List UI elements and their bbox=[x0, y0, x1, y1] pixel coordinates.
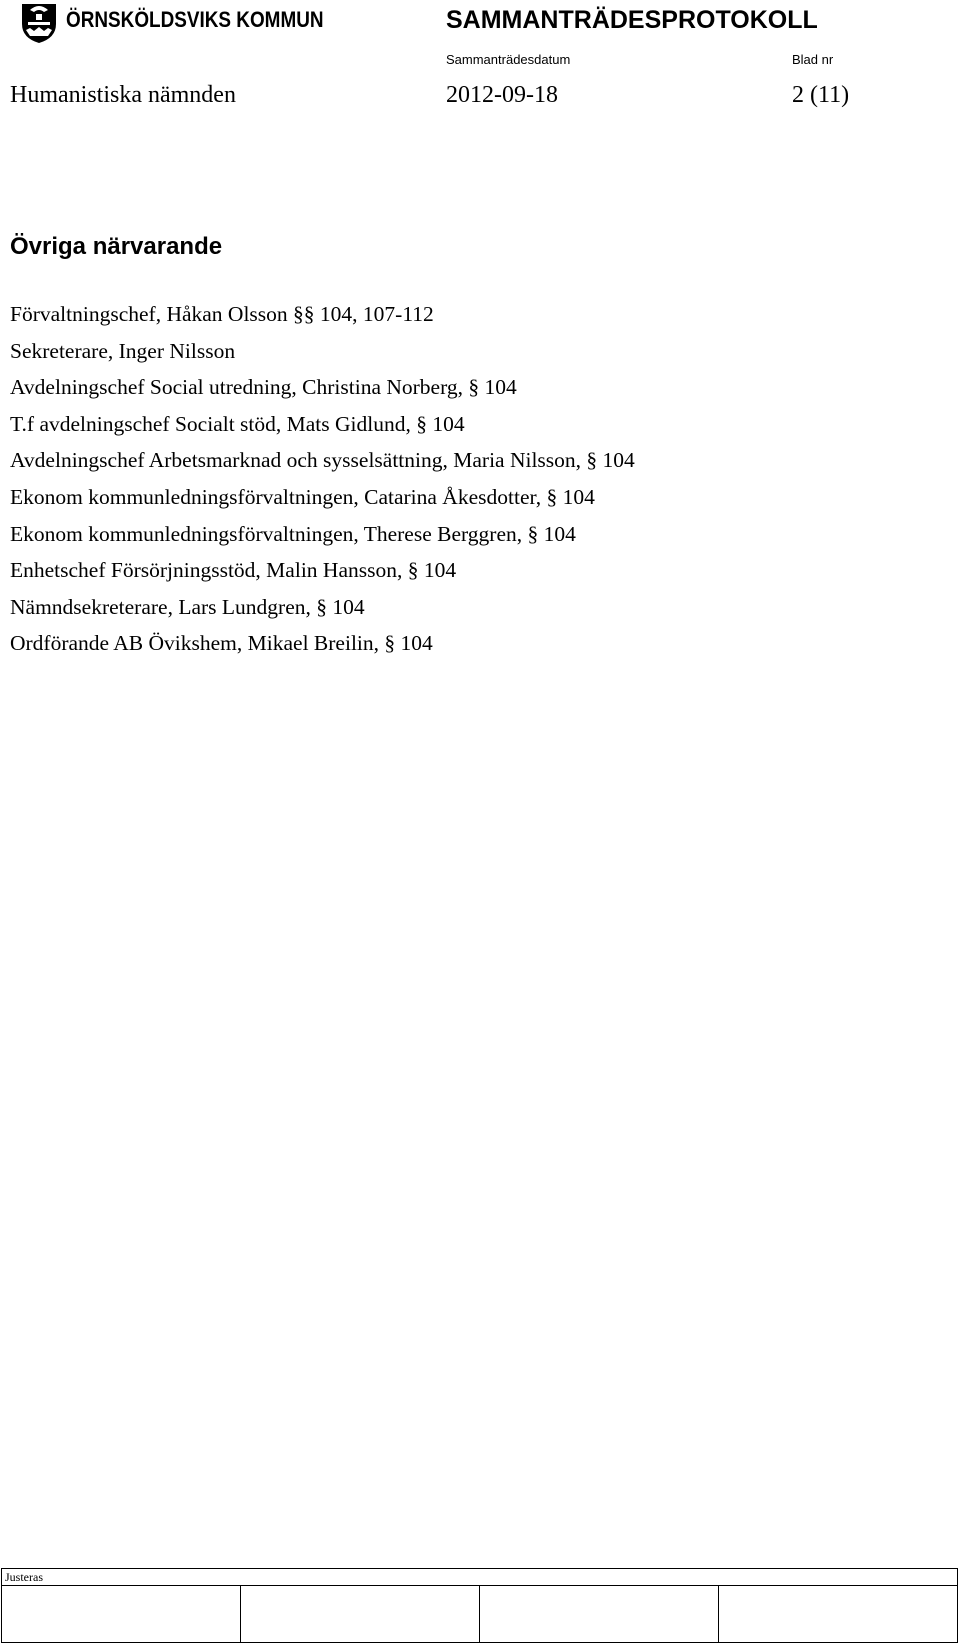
attendee-item: Avdelningschef Arbetsmarknad och sysselsättning, Maria Nilsson, § 104 bbox=[10, 448, 635, 473]
coat-of-arms-icon bbox=[20, 0, 58, 44]
signature-cell bbox=[241, 1586, 480, 1643]
attendee-item: Sekreterare, Inger Nilsson bbox=[10, 338, 236, 363]
signature-table bbox=[1, 1568, 958, 1643]
signature-cell bbox=[719, 1586, 958, 1643]
attendee-item: Avdelningschef Social utredning, Christina Norberg, § 104 bbox=[10, 375, 517, 400]
committee-name: Humanistiska nämnden bbox=[10, 82, 236, 108]
attendee-item: Ekonom kommunledningsförvaltningen, Catarina Åkesdotter, § 104 bbox=[10, 484, 595, 509]
organization-name: ÖRNSKÖLDSVIKS KOMMUN bbox=[66, 7, 324, 32]
page-number: 2 (11) bbox=[792, 82, 850, 108]
document-type-title: SAMMANTRÄDESPROTOKOLL bbox=[446, 6, 818, 34]
page-number-label: Blad nr bbox=[792, 52, 834, 67]
attendee-item: T.f avdelningschef Socialt stöd, Mats Gidlund, § 104 bbox=[10, 411, 465, 436]
section-heading: Övriga närvarande bbox=[10, 233, 223, 260]
signature-cell bbox=[2, 1586, 241, 1643]
attendee-item: Ekonom kommunledningsförvaltningen, Therese Berggren, § 104 bbox=[10, 521, 576, 546]
attendee-item: Förvaltningschef, Håkan Olsson §§ 104, 107-112 bbox=[10, 302, 434, 326]
attendee-item: Enhetschef Försörjningsstöd, Malin Hansson, § 104 bbox=[10, 558, 457, 583]
meeting-date-label: Sammanträdesdatum bbox=[446, 52, 571, 67]
signature-label: Justeras bbox=[2, 1569, 958, 1586]
meeting-date: 2012-09-18 bbox=[446, 82, 558, 108]
attendee-item: Nämndsekreterare, Lars Lundgren, § 104 bbox=[10, 594, 365, 619]
attendee-item: Ordförande AB Övikshem, Mikael Breilin, § 104 bbox=[10, 631, 433, 656]
attendee-list bbox=[10, 296, 635, 662]
signature-cell bbox=[480, 1586, 719, 1643]
